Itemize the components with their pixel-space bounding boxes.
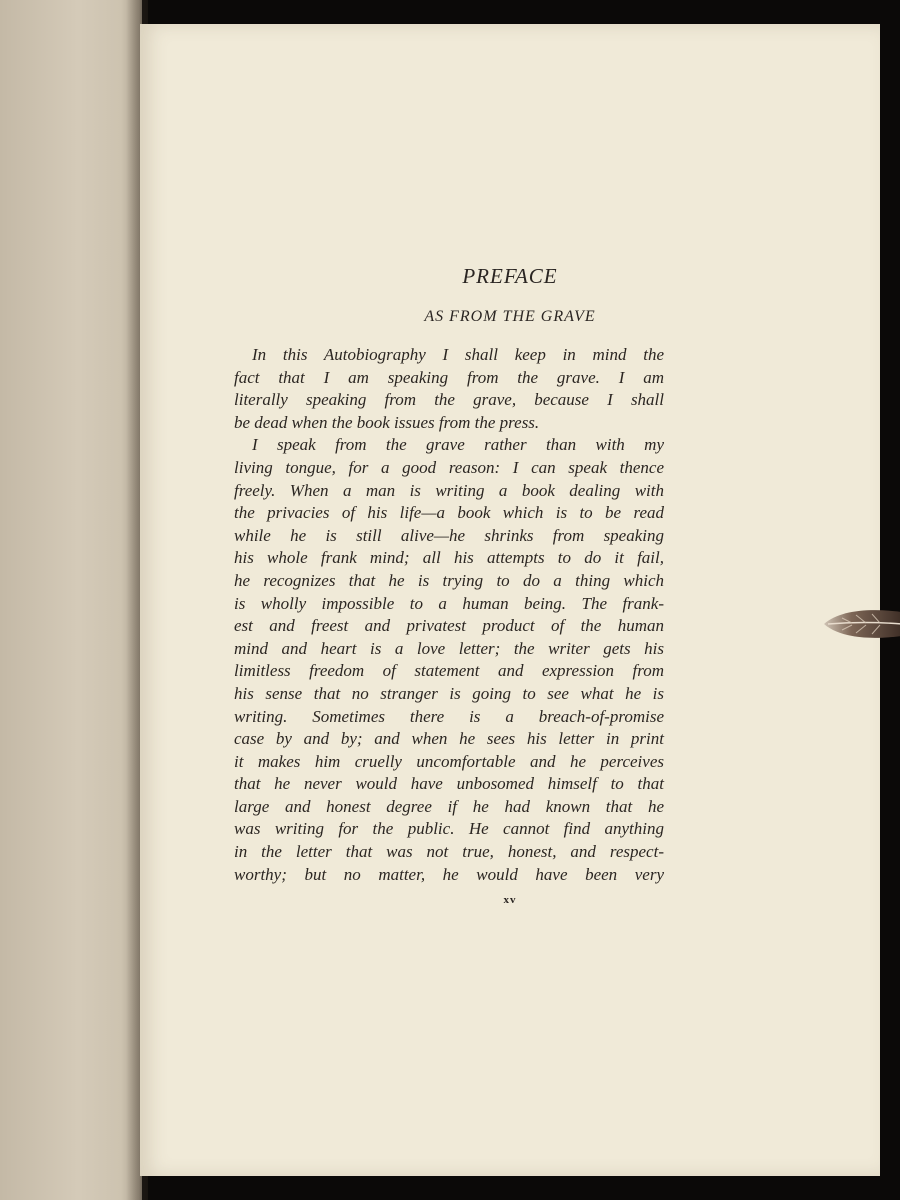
- text-line: In this Autobiography I shall keep in mind the: [252, 345, 664, 364]
- text-line: literally speaking from the grave, because I shall: [234, 390, 664, 410]
- text-line: case by and by; and when he sees his letter in print: [234, 729, 664, 749]
- text-line: he recognizes that he is trying to do a thing which: [234, 570, 664, 590]
- text-line: living tongue, for a good reason: I can speak thence: [234, 457, 664, 477]
- text-line: be dead when the book issues from the press.: [234, 412, 540, 432]
- book-page: [140, 24, 880, 1176]
- text-line: limitless freedom of statement and expression from: [234, 661, 664, 681]
- left-page-edge: [0, 0, 142, 1200]
- text-line: his sense that no stranger is going to see what he is: [234, 683, 664, 703]
- text-line: while he is still alive—he shrinks from speaking: [234, 525, 664, 545]
- page-subtitle: AS FROM THE GRAVE: [424, 308, 596, 325]
- text-line: worthy; but no matter, he would have been very: [234, 864, 664, 884]
- text-line: writing. Sometimes there is a breach-of-promise: [234, 706, 664, 726]
- page-title: PREFACE: [462, 264, 558, 288]
- text-line: was writing for the public. He cannot find anything: [234, 819, 664, 839]
- text-line: that he never would have unbosomed himself to that: [234, 774, 664, 794]
- text-line: mind and heart is a love letter; the writer gets his: [234, 638, 664, 658]
- leaf-bookmark-icon: [822, 606, 900, 642]
- text-line: the privacies of his life—a book which is to be read: [234, 503, 664, 523]
- text-line: I speak from the grave rather than with my: [252, 435, 664, 455]
- text-line: est and freest and privatest product of the human: [234, 616, 664, 636]
- text-line: fact that I am speaking from the grave. I am: [234, 367, 664, 387]
- page-number: xv: [503, 894, 517, 906]
- text-line: freely. When a man is writing a book dealing with: [234, 480, 664, 500]
- text-line: is wholly impossible to a human being. The frank-: [234, 593, 664, 613]
- text-line: it makes him cruelly uncomfortable and he perceives: [234, 751, 664, 771]
- body-text: [234, 344, 664, 886]
- text-line: large and honest degree if he had known that he: [234, 796, 664, 816]
- text-line: his whole frank mind; all his attempts to do it fail,: [234, 548, 664, 568]
- text-line: in the letter that was not true, honest, and respect-: [234, 842, 664, 862]
